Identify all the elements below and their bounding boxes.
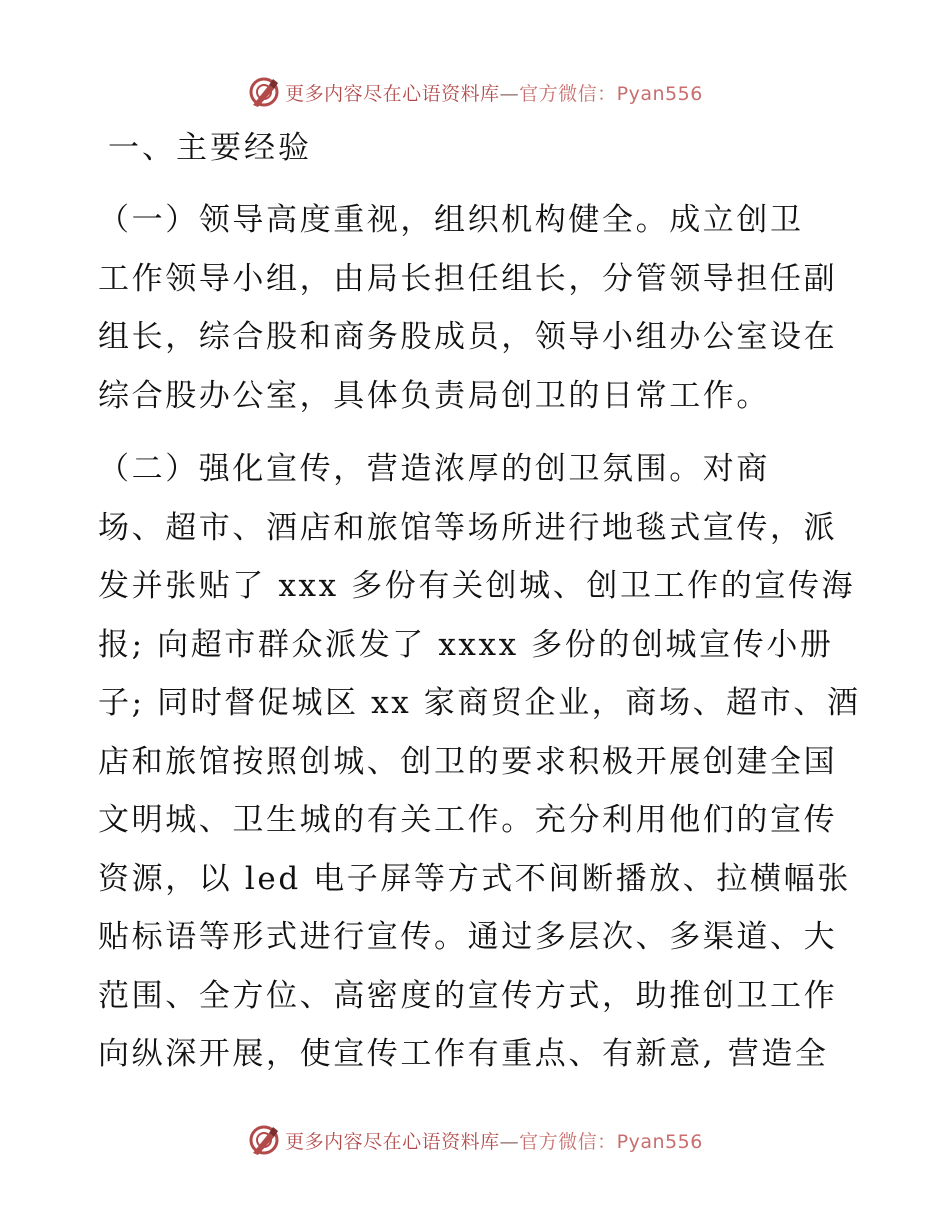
text-line: 文明城、卫生城的有关工作。充分利用他们的宣传 xyxy=(98,802,838,838)
pen-logo-icon xyxy=(247,1123,281,1157)
text-line: 组长，综合股和商务股成员，领导小组办公室设在 xyxy=(98,319,838,355)
paragraph-publicity xyxy=(98,440,861,1084)
text-line: （二）强化宣传，营造浓厚的创卫氛围。对商 xyxy=(98,451,770,487)
banner-wechat-text: 官方微信：Pyan556 xyxy=(519,82,703,105)
text-line: 综合股办公室，具体负责局创卫的日常工作。 xyxy=(98,377,770,414)
pen-logo-icon xyxy=(247,75,281,109)
text-line: 资源，以 led 电子屏等方式不间断播放、拉横幅张 xyxy=(98,860,851,897)
text-line: 报; 向超市群众派发了 xxxx 多份的创城宣传小册 xyxy=(98,626,834,663)
header-watermark-banner xyxy=(0,72,950,112)
text-line: 发并张贴了 xxx 多份有关创城、创卫工作的宣传海 xyxy=(98,568,856,604)
text-line: （一）领导高度重视，组织机构健全。成立创卫 xyxy=(98,202,804,238)
banner-wechat-text: 官方微信：Pyan556 xyxy=(519,1130,703,1153)
banner-main-text: 更多内容尽在心语资料库 xyxy=(285,82,500,105)
text-line: 贴标语等形式进行宣传。通过多层次、多渠道、大 xyxy=(98,919,838,955)
text-line: 工作领导小组，由局长担任组长，分管领导担任副 xyxy=(98,260,838,297)
text-line: 子; 同时督促城区 xx 家商贸企业，商场、超市、酒 xyxy=(98,685,861,721)
banner-text xyxy=(285,79,703,106)
text-line: 场、超市、酒店和旅馆等场所进行地毯式宣传，派 xyxy=(98,509,838,546)
text-line: 范围、全方位、高密度的宣传方式，助推创卫工作 xyxy=(98,977,838,1014)
banner-main-text: 更多内容尽在心语资料库 xyxy=(285,1130,500,1153)
section-heading: 一、主要经验 xyxy=(108,130,312,166)
footer-watermark-banner xyxy=(0,1120,950,1160)
paragraph-leadership xyxy=(98,191,858,425)
text-line: 向纵深开展，使宣传工作有重点、有新意, 营造全 xyxy=(98,1036,829,1072)
banner-separator: — xyxy=(499,1130,520,1153)
banner-text xyxy=(285,1127,703,1154)
text-line: 店和旅馆按照创城、创卫的要求积极开展创建全国 xyxy=(98,743,838,780)
banner-separator: — xyxy=(499,82,520,105)
